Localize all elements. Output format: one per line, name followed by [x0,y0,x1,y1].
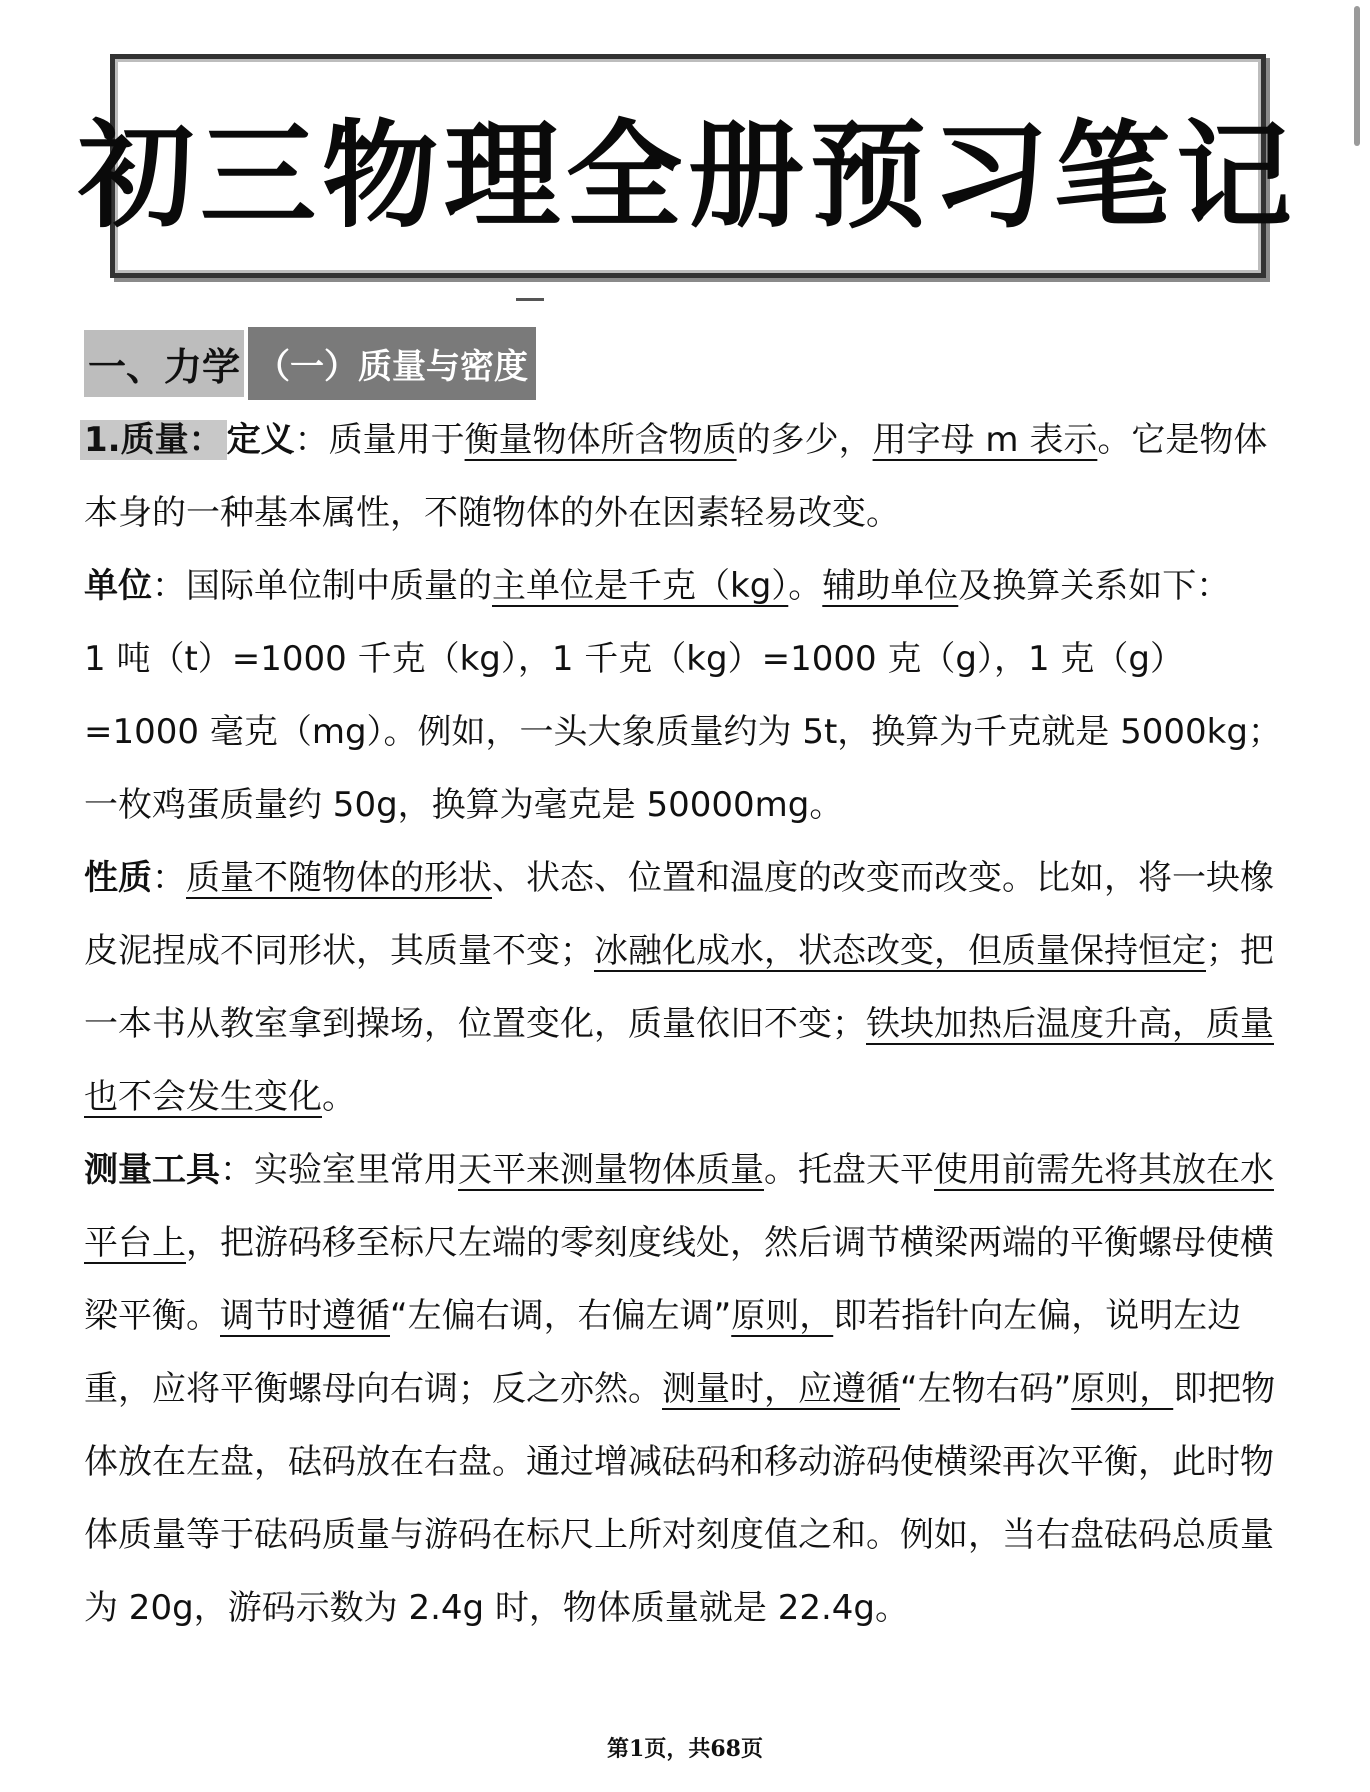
text: “左偏右调，右偏左调” [390,1296,732,1336]
paragraph-units [84,550,1288,842]
text: “左物右码” [900,1369,1072,1409]
text: 1 吨（t）=1000 千克（kg），1 千克（kg）=1000 克（g），1 克（g）=1000 毫克（mg）。例如，一头大象质量约为 5t，换算为千克就是 5000kg；一枚鸡蛋质量约 50g，换算为毫克是 50000mg。 [84,639,1282,825]
underlined-text: 原则， [1071,1369,1174,1409]
text: 。 [788,566,823,606]
underlined-text: 主单位是千克（kg） [492,566,789,606]
paragraph-properties [84,842,1288,1134]
underlined-text: 辅助单位 [822,566,959,606]
item-label: 测量工具 [84,1150,220,1190]
text: ；把一本书从教室拿到操场，位置变化，质量依旧不变； [84,931,1274,1044]
underlined-text: 调节时遵循 [220,1296,390,1336]
text: ：国际单位制中质量的 [152,566,492,606]
underlined-text: 冰融化成水，状态改变，但质量保持恒定 [594,931,1206,971]
text: 的多少， [736,420,873,460]
page-title: 初三物理全册预习笔记 [78,108,1298,244]
section-heading-main: 一、力学 [84,330,244,397]
text: 。托盘天平 [764,1150,934,1190]
text: 、状态、位置和温度的改变而改变。比如，将一块橡皮泥捏成不同形状，其质量不变； [84,858,1274,971]
underlined-text: 衡量物体所含物质 [464,420,737,460]
text: ：实验室里常用 [220,1150,458,1190]
page-number: 第1页，共68页 [607,1736,763,1762]
text: ：质量用于 [294,420,465,460]
item-label: 1.质量： [80,420,227,460]
decorative-mark [516,298,544,301]
section-heading [84,330,536,396]
scrollbar-thumb[interactable] [1354,6,1360,146]
underlined-text: 原则， [731,1296,834,1336]
underlined-text: 使用前需先将其放在水平台上 [84,1150,1274,1263]
text: 即若指针向左偏，说明左边重，应将平衡螺母向右调；反之亦然。 [84,1296,1242,1409]
underlined-text: 天平来测量物体质量 [458,1150,764,1190]
notes-body [84,404,1288,1645]
text: 。 [322,1077,356,1117]
text: 即把物体放在左盘，砝码放在右盘。通过增减砝码和移动游码使横梁再次平衡，此时物体质量等于砝码质量与游码在标尺上所对刻度值之和。例如，当右盘砝码总质量为 20g，游码示数为 2.4g 时，物体质量就是 22.4g。 [84,1369,1276,1628]
text: 及换算关系如下： [958,566,1231,606]
section-heading-sub: （一）质量与密度 [248,327,536,400]
text: ： [152,858,186,898]
underlined-text: 质量不随物体的形状 [186,858,492,898]
text: 。它是物体本身的一种基本属性，不随物体的外在因素轻易改变。 [84,420,1268,533]
paragraph-mass-definition [84,404,1288,550]
text: ，把游码移至标尺左端的零刻度线处，然后调节横梁两端的平衡螺母使横梁平衡。 [84,1223,1274,1336]
underlined-text: 铁块加热后温度升高，质量也不会发生变化 [84,1004,1274,1117]
item-label: 性质 [84,858,152,898]
title-box [78,54,1298,278]
item-sublabel: 定义 [226,420,295,460]
scrollbar[interactable] [1356,0,1366,1792]
underlined-text: 测量时，应遵循 [662,1369,900,1409]
underlined-text: 用字母 m 表示 [872,420,1098,460]
item-label: 单位 [84,566,152,606]
paragraph-measuring-tool [84,1134,1288,1645]
